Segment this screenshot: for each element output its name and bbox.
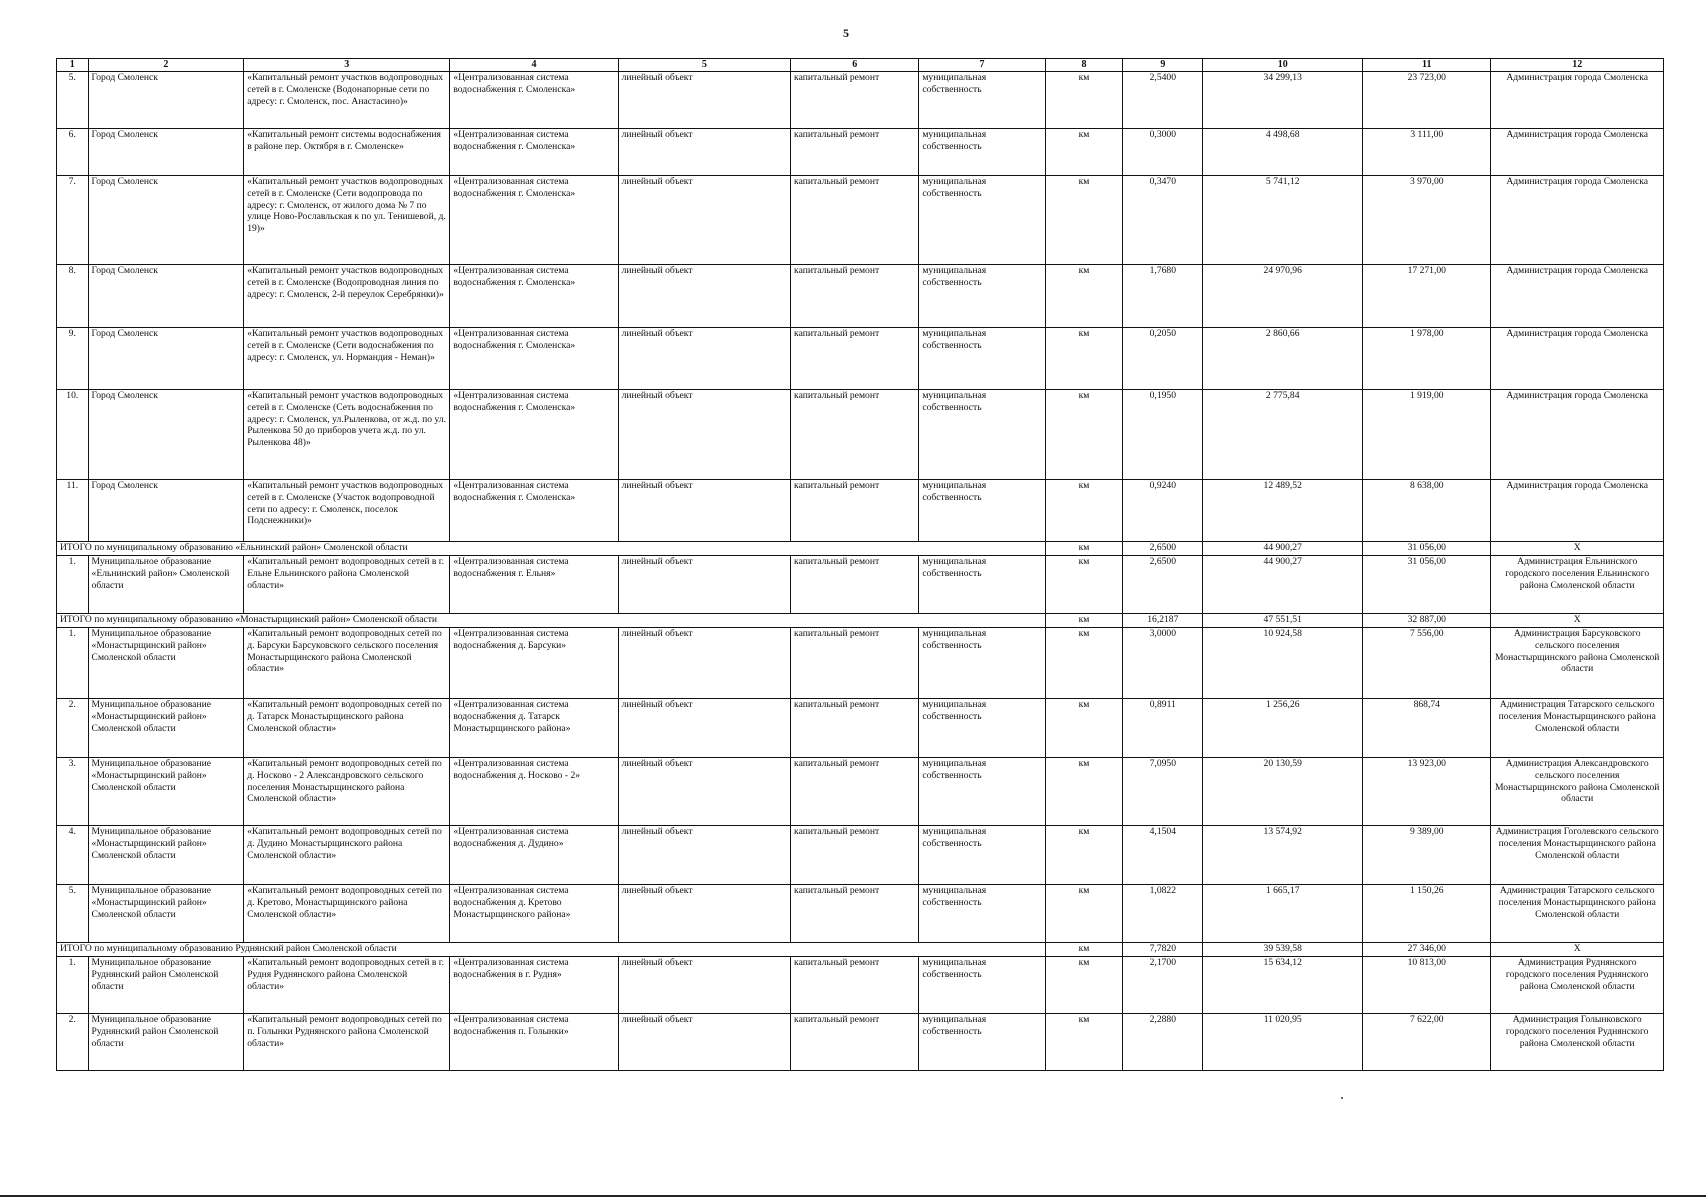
unit-cell: км [1045,885,1123,943]
row-number: 4. [57,826,89,885]
length-cell: 2,6500 [1123,556,1203,614]
cost-cell: 12 489,52 [1203,480,1363,542]
unit-cell: км [1045,614,1123,628]
project-title-cell: «Капитальный ремонт участков водопроводных сетей в г. Смоленске (Водонапорные сети по адресу: г. Смоленск, пос. Анастасино)» [244,72,450,129]
responsible-org-cell: Администрация города Смоленска [1491,129,1664,176]
table-row [57,758,1664,826]
project-title-cell: «Капитальный ремонт водопроводных сетей по п. Голынки Руднянского района Смоленской области» [244,1014,450,1071]
work-type-cell: капитальный ремонт [791,129,919,176]
cost-cell: 1 256,26 [1203,699,1363,758]
cost-cell: 24 970,96 [1203,265,1363,328]
water-system-cell: «Централизованная система водоснабжения г. Смоленска» [450,390,618,480]
municipality-cell: Город Смоленск [88,176,244,265]
unit-cell: км [1045,129,1123,176]
unit-cell: км [1045,699,1123,758]
table-row [57,480,1664,542]
ownership-cell: муниципальная собственность [919,390,1045,480]
municipality-cell: Муниципальное образование Руднянский район Смоленской области [88,957,244,1014]
cost-cell: 4 498,68 [1203,129,1363,176]
funding-cell: 9 389,00 [1363,826,1491,885]
responsible-org-cell: Администрация Гоголевского сельского поселения Монастырщинского района Смоленской области [1491,826,1664,885]
table-row [57,957,1664,1014]
unit-cell: км [1045,556,1123,614]
unit-cell: км [1045,628,1123,699]
header-cell: 11 [1363,59,1491,72]
municipality-cell: Муниципальное образование Руднянский район Смоленской области [88,1014,244,1071]
subtotal-row [57,542,1664,556]
length-cell: 2,1700 [1123,957,1203,1014]
work-type-cell: капитальный ремонт [791,957,919,1014]
scan-speck [1341,1097,1343,1099]
cost-cell: 44 900,27 [1203,542,1363,556]
responsible-org-cell: Администрация города Смоленска [1491,390,1664,480]
municipality-cell: Муниципальное образование «Монастырщинский район» Смоленской области [88,628,244,699]
funding-cell: 868,74 [1363,699,1491,758]
object-type-cell: линейный объект [618,72,790,129]
municipality-cell: Город Смоленск [88,328,244,390]
water-system-cell: «Централизованная система водоснабжения г. Смоленска» [450,265,618,328]
responsible-org-cell: Администрация города Смоленска [1491,480,1664,542]
page-bottom-rule [0,1195,1706,1197]
row-number: 1. [57,957,89,1014]
funding-cell: 8 638,00 [1363,480,1491,542]
funding-cell: 1 919,00 [1363,390,1491,480]
project-title-cell: «Капитальный ремонт водопроводных сетей по д. Барсуки Барсуковского сельского поселения Монастырщинского района Смоленской области» [244,628,450,699]
subtotal-label-cell: ИТОГО по муниципальному образованию «Ельнинский район» Смоленской области [57,542,1046,556]
municipality-cell: Город Смоленск [88,265,244,328]
object-type-cell: линейный объект [618,699,790,758]
ownership-cell: муниципальная собственность [919,72,1045,129]
project-title-cell: «Капитальный ремонт системы водоснабжения в районе пер. Октября в г. Смоленске» [244,129,450,176]
row-number: 1. [57,556,89,614]
length-cell: 1,0822 [1123,885,1203,943]
row-number: 5. [57,72,89,129]
responsible-org-cell: Администрация города Смоленска [1491,176,1664,265]
table-row [57,826,1664,885]
responsible-org-cell: Администрация города Смоленска [1491,72,1664,129]
water-system-cell: «Централизованная система водоснабжения д. Кретово Монастырщинского района» [450,885,618,943]
subtotal-row [57,943,1664,957]
ownership-cell: муниципальная собственность [919,1014,1045,1071]
municipality-cell: Город Смоленск [88,129,244,176]
cost-cell: 5 741,12 [1203,176,1363,265]
unit-cell: км [1045,265,1123,328]
object-type-cell: линейный объект [618,390,790,480]
header-cell: 4 [450,59,618,72]
row-number: 5. [57,885,89,943]
object-type-cell: линейный объект [618,328,790,390]
project-title-cell: «Капитальный ремонт участков водопроводных сетей в г. Смоленске (Сети водоснабжения по адресу: г. Смоленск, ул. Нормандия - Неман)» [244,328,450,390]
water-system-cell: «Централизованная система водоснабжения д. Татарск Монастырщинского района» [450,699,618,758]
project-title-cell: «Капитальный ремонт участков водопроводных сетей в г. Смоленске (Сеть водоснабжения по адресу: г. Смоленск, ул.Рыленкова, от ж.д. по ул. Рыленкова 50 до приборов учета ж.д. по ул. Рыленкова 48)» [244,390,450,480]
table-row [57,129,1664,176]
cost-cell: 20 130,59 [1203,758,1363,826]
table-row [57,556,1664,614]
funding-cell: 3 970,00 [1363,176,1491,265]
table-row [57,628,1664,699]
object-type-cell: линейный объект [618,265,790,328]
length-cell: 7,0950 [1123,758,1203,826]
subtotal-label-cell: ИТОГО по муниципальному образованию «Монастырщинский район» Смоленской области [57,614,1046,628]
funding-cell: 1 978,00 [1363,328,1491,390]
object-type-cell: линейный объект [618,176,790,265]
row-number: 11. [57,480,89,542]
work-type-cell: капитальный ремонт [791,176,919,265]
funding-cell: 7 622,00 [1363,1014,1491,1071]
water-system-cell: «Централизованная система водоснабжения г. Ельня» [450,556,618,614]
table-row [57,390,1664,480]
object-type-cell: линейный объект [618,129,790,176]
ownership-cell: муниципальная собственность [919,826,1045,885]
ownership-cell: муниципальная собственность [919,758,1045,826]
length-cell: 16,2187 [1123,614,1203,628]
cost-cell: 11 020,95 [1203,1014,1363,1071]
table-row [57,328,1664,390]
responsible-org-cell: Администрация Александровского сельского поселения Монастырщинского района Смоленской области [1491,758,1664,826]
object-type-cell: линейный объект [618,556,790,614]
work-type-cell: капитальный ремонт [791,72,919,129]
header-cell: 3 [244,59,450,72]
work-type-cell: капитальный ремонт [791,265,919,328]
project-title-cell: «Капитальный ремонт водопроводных сетей по д. Носково - 2 Александровского сельского поселения Монастырщинского района Смоленской области» [244,758,450,826]
cost-cell: 44 900,27 [1203,556,1363,614]
cost-cell: 47 551,51 [1203,614,1363,628]
project-title-cell: «Капитальный ремонт водопроводных сетей по д. Кретово, Монастырщинского района Смоленской области» [244,885,450,943]
ownership-cell: муниципальная собственность [919,328,1045,390]
work-type-cell: капитальный ремонт [791,758,919,826]
municipality-cell: Муниципальное образование «Ельнинский район» Смоленской области [88,556,244,614]
water-system-cell: «Централизованная система водоснабжения г. Смоленска» [450,328,618,390]
ownership-cell: муниципальная собственность [919,885,1045,943]
table-row [57,885,1664,943]
object-type-cell: линейный объект [618,885,790,943]
ownership-cell: муниципальная собственность [919,176,1045,265]
cost-cell: 13 574,92 [1203,826,1363,885]
work-type-cell: капитальный ремонт [791,885,919,943]
object-type-cell: линейный объект [618,957,790,1014]
table-row [57,699,1664,758]
length-cell: 1,7680 [1123,265,1203,328]
row-number: 3. [57,758,89,826]
row-number: 7. [57,176,89,265]
table-row [57,72,1664,129]
length-cell: 2,5400 [1123,72,1203,129]
project-title-cell: «Капитальный ремонт водопроводных сетей по д. Дудино Монастырщинского района Смоленской области» [244,826,450,885]
funding-cell: 31 056,00 [1363,542,1491,556]
water-system-cell: «Централизованная система водоснабжения д. Носково - 2» [450,758,618,826]
ownership-cell: муниципальная собственность [919,265,1045,328]
municipality-cell: Муниципальное образование «Монастырщинский район» Смоленской области [88,758,244,826]
water-system-cell: «Централизованная система водоснабжения д. Дудино» [450,826,618,885]
header-cell: 2 [88,59,244,72]
object-type-cell: линейный объект [618,480,790,542]
length-cell: 0,9240 [1123,480,1203,542]
unit-cell: км [1045,1014,1123,1071]
unit-cell: км [1045,480,1123,542]
unit-cell: км [1045,542,1123,556]
length-cell: 0,3000 [1123,129,1203,176]
row-number: 1. [57,628,89,699]
length-cell: 2,6500 [1123,542,1203,556]
length-cell: 3,0000 [1123,628,1203,699]
length-cell: 0,3470 [1123,176,1203,265]
unit-cell: км [1045,758,1123,826]
cost-cell: 10 924,58 [1203,628,1363,699]
row-number: 2. [57,699,89,758]
header-cell: 12 [1491,59,1664,72]
funding-cell: 3 111,00 [1363,129,1491,176]
subtotal-label-cell: ИТОГО по муниципальному образованию Руднянский район Смоленской области [57,943,1046,957]
cost-cell: 1 665,17 [1203,885,1363,943]
responsible-org-cell: Администрация Татарского сельского поселения Монастырщинского района Смоленской области [1491,699,1664,758]
funding-cell: 1 150,26 [1363,885,1491,943]
unit-cell: км [1045,72,1123,129]
table-body [57,59,1664,1071]
project-title-cell: «Капитальный ремонт водопроводных сетей по д. Татарск Монастырщинского района Смоленской области» [244,699,450,758]
funding-cell: 7 556,00 [1363,628,1491,699]
row-number: 9. [57,328,89,390]
header-cell: 8 [1045,59,1123,72]
project-title-cell: «Капитальный ремонт водопроводных сетей в г. Рудня Руднянского района Смоленской области» [244,957,450,1014]
row-number: 6. [57,129,89,176]
responsible-org-cell: Администрация города Смоленска [1491,265,1664,328]
header-cell: 6 [791,59,919,72]
work-type-cell: капитальный ремонт [791,480,919,542]
column-number-header [57,59,1664,72]
object-type-cell: линейный объект [618,758,790,826]
work-type-cell: капитальный ремонт [791,826,919,885]
project-title-cell: «Капитальный ремонт участков водопроводных сетей в г. Смоленске (Водопроводная линия по адресу: г. Смоленск, 2-й переулок Серебрянки)» [244,265,450,328]
municipality-cell: Муниципальное образование «Монастырщинский район» Смоленской области [88,885,244,943]
water-system-cell: «Централизованная система водоснабжения г. Смоленска» [450,480,618,542]
header-cell: 7 [919,59,1045,72]
ownership-cell: муниципальная собственность [919,480,1045,542]
municipality-cell: Город Смоленск [88,480,244,542]
header-cell: 1 [57,59,89,72]
header-cell: 10 [1203,59,1363,72]
work-type-cell: капитальный ремонт [791,390,919,480]
work-type-cell: капитальный ремонт [791,328,919,390]
municipality-cell: Город Смоленск [88,390,244,480]
header-cell: 9 [1123,59,1203,72]
funding-cell: 32 887,00 [1363,614,1491,628]
placeholder-x-cell: Х [1491,614,1664,628]
responsible-org-cell: Администрация Руднянского городского поселения Руднянского района Смоленской области [1491,957,1664,1014]
cost-cell: 2 775,84 [1203,390,1363,480]
responsible-org-cell: Администрация Ельнинского городского поселения Ельнинского района Смоленской области [1491,556,1664,614]
responsible-org-cell: Администрация Голынковского городского поселения Руднянского района Смоленской области [1491,1014,1664,1071]
row-number: 2. [57,1014,89,1071]
unit-cell: км [1045,826,1123,885]
funding-cell: 17 271,00 [1363,265,1491,328]
cost-cell: 34 299,13 [1203,72,1363,129]
responsible-org-cell: Администрация Татарского сельского поселения Монастырщинского района Смоленской области [1491,885,1664,943]
table-row [57,1014,1664,1071]
program-table [56,58,1664,1071]
water-system-cell: «Централизованная система водоснабжения п. Голынки» [450,1014,618,1071]
water-system-cell: «Централизованная система водоснабжения г. Смоленска» [450,72,618,129]
funding-cell: 31 056,00 [1363,556,1491,614]
page-number: 5 [843,26,849,40]
subtotal-row [57,614,1664,628]
responsible-org-cell: Администрация Барсуковского сельского поселения Монастырщинского района Смоленской области [1491,628,1664,699]
ownership-cell: муниципальная собственность [919,699,1045,758]
ownership-cell: муниципальная собственность [919,129,1045,176]
ownership-cell: муниципальная собственность [919,957,1045,1014]
work-type-cell: капитальный ремонт [791,628,919,699]
water-system-cell: «Централизованная система водоснабжения д. Барсуки» [450,628,618,699]
water-system-cell: «Централизованная система водоснабжения г. Смоленска» [450,129,618,176]
funding-cell: 13 923,00 [1363,758,1491,826]
funding-cell: 10 813,00 [1363,957,1491,1014]
project-title-cell: «Капитальный ремонт участков водопроводных сетей в г. Смоленске (Участок водопроводной сети по адресу: г. Смоленск, поселок Подснежники)» [244,480,450,542]
length-cell: 2,2880 [1123,1014,1203,1071]
municipality-cell: Муниципальное образование «Монастырщинский район» Смоленской области [88,826,244,885]
work-type-cell: капитальный ремонт [791,699,919,758]
row-number: 10. [57,390,89,480]
funding-cell: 23 723,00 [1363,72,1491,129]
water-system-cell: «Централизованная система водоснабжения г. Смоленска» [450,176,618,265]
table-row [57,176,1664,265]
unit-cell: км [1045,328,1123,390]
cost-cell: 39 539,58 [1203,943,1363,957]
municipality-cell: Город Смоленск [88,72,244,129]
unit-cell: км [1045,957,1123,1014]
object-type-cell: линейный объект [618,628,790,699]
row-number: 8. [57,265,89,328]
length-cell: 0,2050 [1123,328,1203,390]
project-title-cell: «Капитальный ремонт водопроводных сетей в г. Ельне Ельнинского района Смоленской области» [244,556,450,614]
length-cell: 0,8911 [1123,699,1203,758]
municipality-cell: Муниципальное образование «Монастырщинский район» Смоленской области [88,699,244,758]
responsible-org-cell: Администрация города Смоленска [1491,328,1664,390]
ownership-cell: муниципальная собственность [919,556,1045,614]
table-row [57,265,1664,328]
unit-cell: км [1045,390,1123,480]
work-type-cell: капитальный ремонт [791,1014,919,1071]
work-type-cell: капитальный ремонт [791,556,919,614]
placeholder-x-cell: Х [1491,943,1664,957]
placeholder-x-cell: Х [1491,542,1664,556]
unit-cell: км [1045,943,1123,957]
funding-cell: 27 346,00 [1363,943,1491,957]
water-system-cell: «Централизованная система водоснабжения в г. Рудня» [450,957,618,1014]
cost-cell: 15 634,12 [1203,957,1363,1014]
ownership-cell: муниципальная собственность [919,628,1045,699]
length-cell: 7,7820 [1123,943,1203,957]
header-cell: 5 [618,59,790,72]
object-type-cell: линейный объект [618,826,790,885]
object-type-cell: линейный объект [618,1014,790,1071]
unit-cell: км [1045,176,1123,265]
length-cell: 4,1504 [1123,826,1203,885]
length-cell: 0,1950 [1123,390,1203,480]
project-title-cell: «Капитальный ремонт участков водопроводных сетей в г. Смоленске (Сети водопровода по адресу: г. Смоленск, от жилого дома № 7 по улице Ново-Рославльская к по ул. Тенишевой, д. 19)» [244,176,450,265]
cost-cell: 2 860,66 [1203,328,1363,390]
